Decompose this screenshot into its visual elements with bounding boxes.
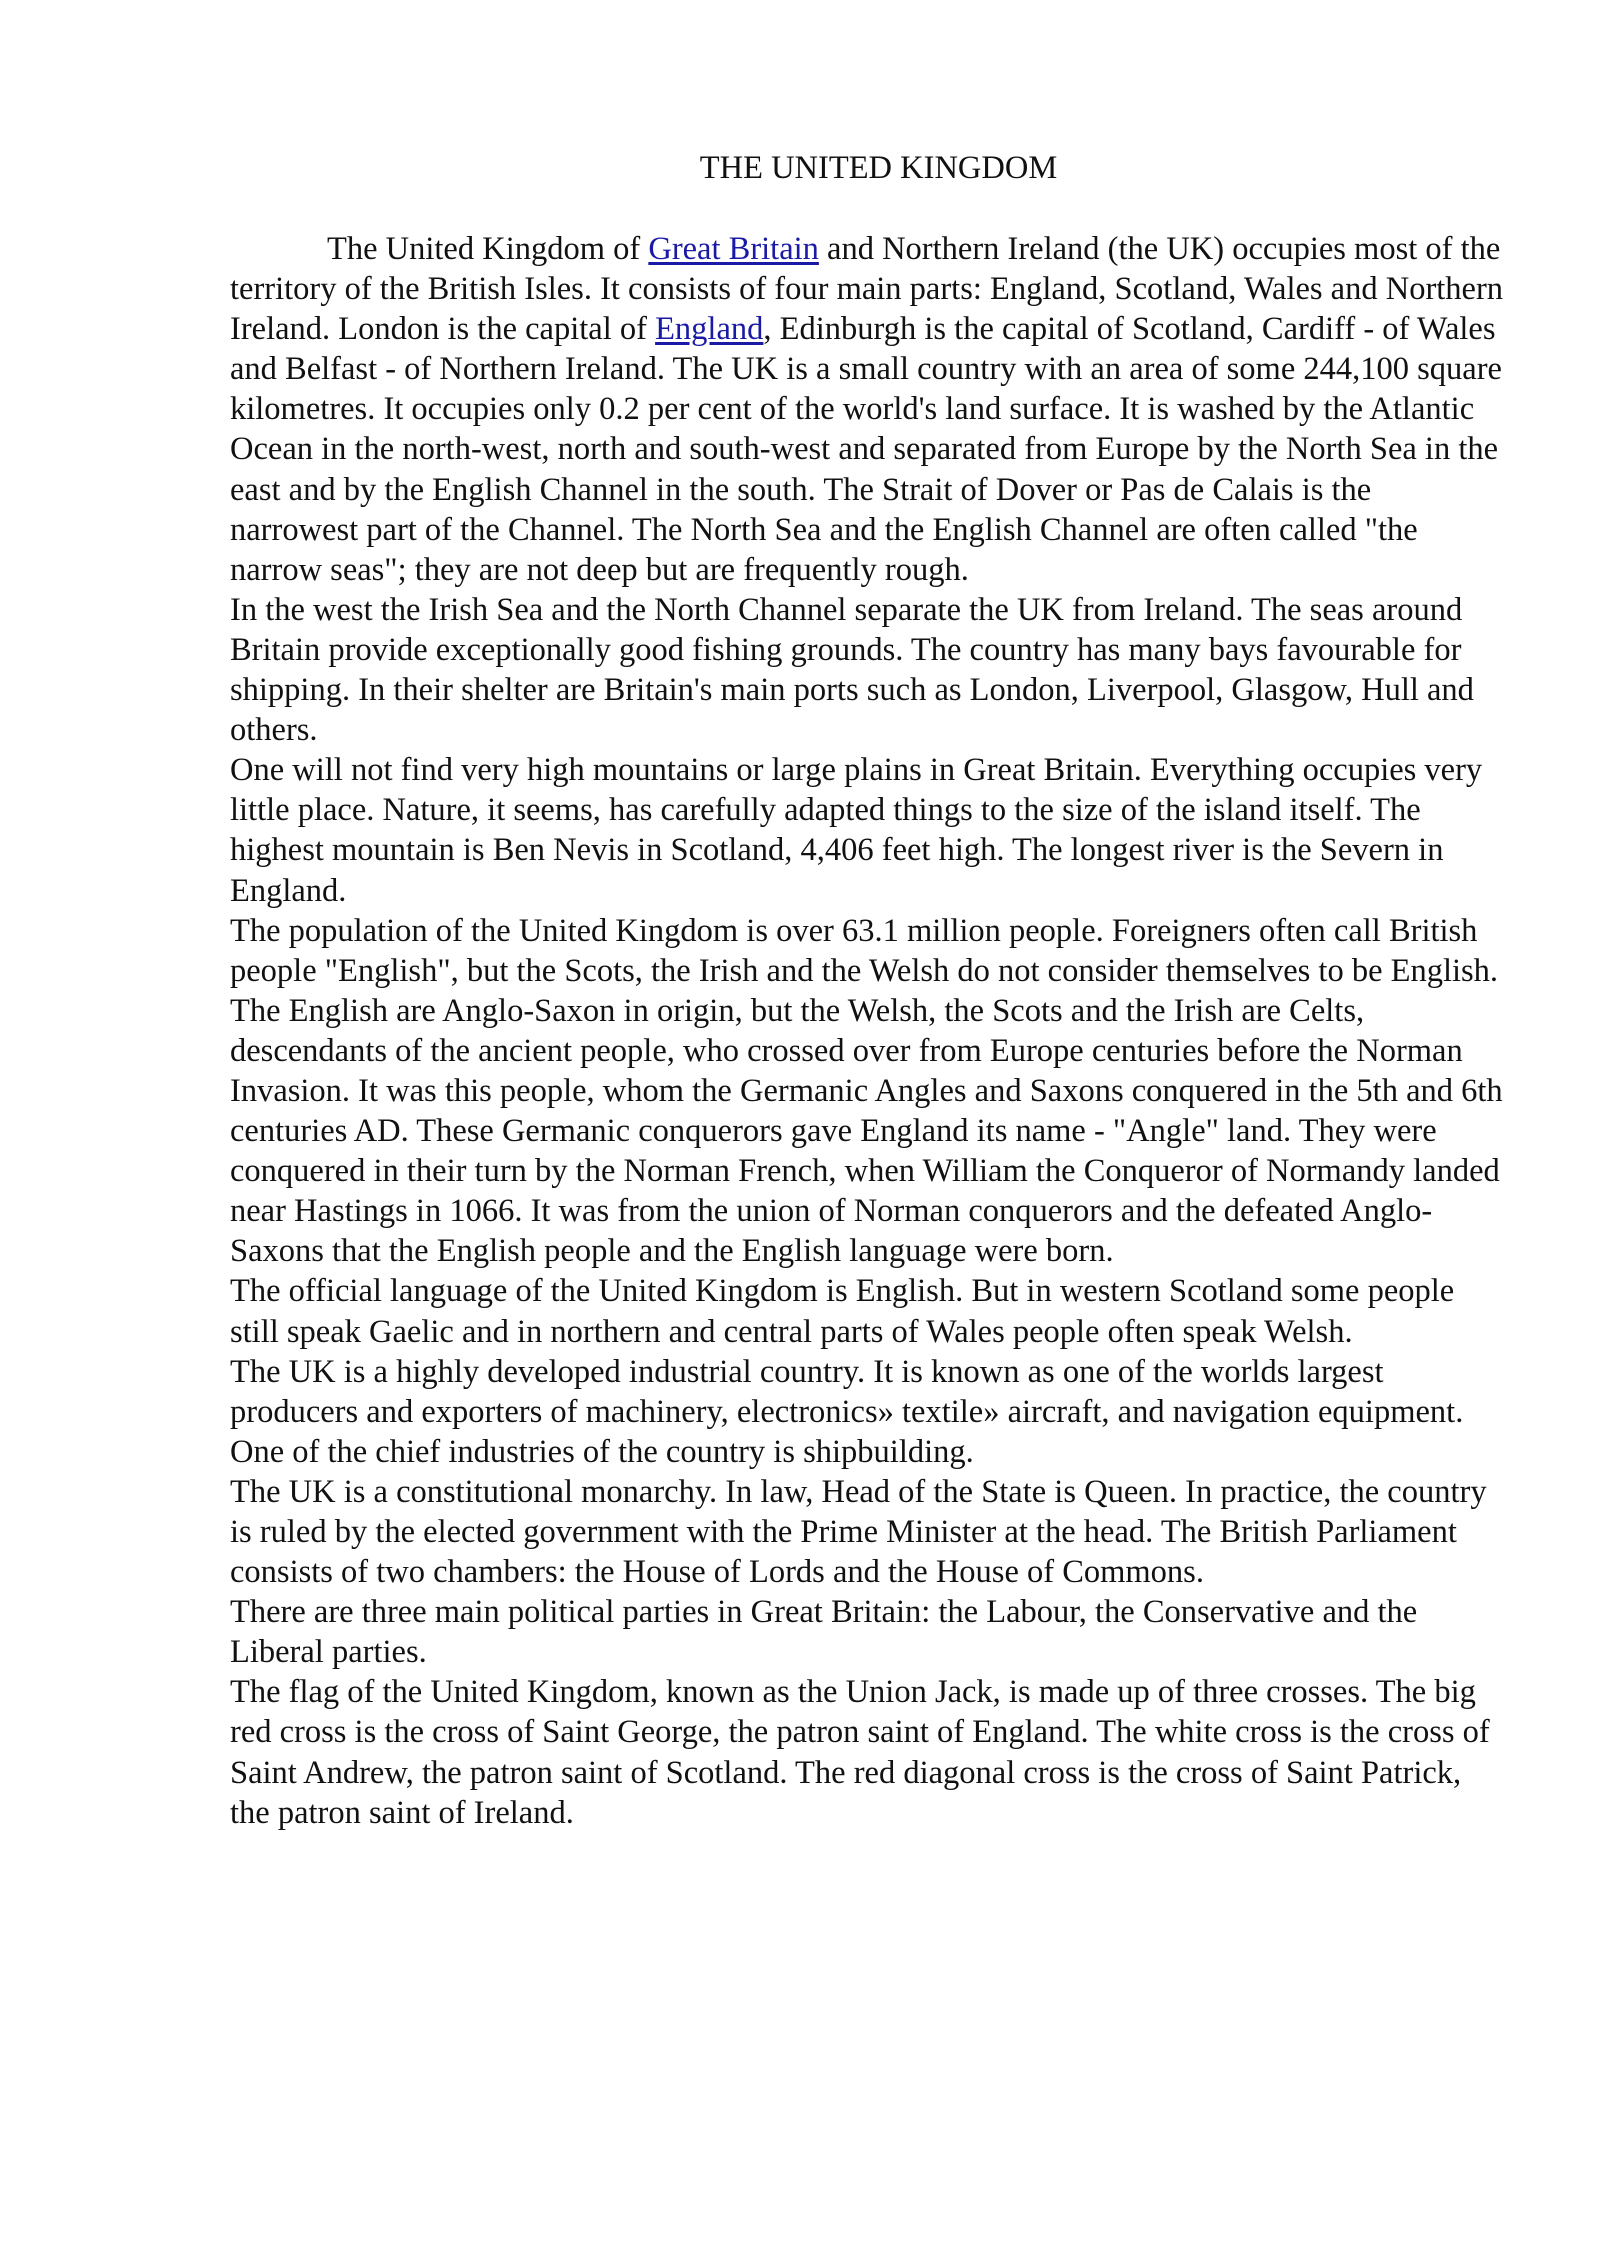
intro-text-2: and Northern Ireland (the UK) occupies most of the territory of the British Isles. It consists of four main parts: England, Scotland, Wales and Northern Ireland. London is the capital of bbox=[230, 231, 1504, 348]
intro-text-1: The United Kingdom of bbox=[327, 231, 649, 267]
document-body bbox=[230, 148, 1505, 1833]
paragraph-seas: In the west the Irish Sea and the North Channel separate the UK from Ireland. The seas around Britain provide exceptionally good fishing grounds. The country has many bays favourable for shipping. In their shelter are Britain's main ports such as London, Liverpool, Glasgow, Hull and others. bbox=[230, 591, 1474, 749]
document-title-text: THE UNITED KINGDOM bbox=[699, 150, 1058, 186]
paragraph-population: The population of the United Kingdom is over 63.1 million people. Foreigners often call British people "English", but the Scots, the Irish and the Welsh do not consider themselves to be English. The English are Anglo-Saxon in origin, but the Welsh, the Scots and the Irish are Celts, descendants of the ancient people, who crossed over from Europe centuries before the Norman Invasion. It was this people, whom the Germanic Angles and Saxons conquered in the 5th and 6th centuries AD. These Germanic conquerors gave England its name - "Angle" land. They were conquered in their turn by the Norman French, when William the Conqueror of Normandy landed near Hastings in 1066. It was from the union of Norman conquerors and the defeated Anglo-Saxons that the English people and the English language were born. bbox=[230, 912, 1503, 1270]
paragraph-geography: One will not find very high mountains or large plains in Great Britain. Everything occupies very little place. Nature, it seems, has carefully adapted things to the size of the island itself. The highest mountain is Ben Nevis in Scotland, 4,406 feet high. The longest river is the Severn in England. bbox=[230, 752, 1483, 909]
paragraph-flag: The flag of the United Kingdom, known as the Union Jack, is made up of three crosses. The big red cross is the cross of Saint George, the patron saint of England. The white cross is the cross of Saint Andrew, the patron saint of Scotland. The red diagonal cross is the cross of Saint Patrick, the patron saint of Ireland. bbox=[230, 1674, 1490, 1831]
paragraph-government: The UK is a constitutional monarchy. In law, Head of the State is Queen. In practice, the country is ruled by the elected government with the Prime Minister at the head. The British Parliament consists of two chambers: the House of Lords and the House of Commons. bbox=[230, 1473, 1487, 1591]
paragraph-parties: There are three main political parties in Great Britain: the Labour, the Conservative and the Liberal parties. bbox=[230, 1594, 1418, 1671]
england-link[interactable]: England bbox=[655, 311, 764, 348]
paragraph-language: The official language of the United Kingdom is English. But in western Scotland some people still speak Gaelic and in northern and central parts of Wales people often speak Welsh. bbox=[230, 1273, 1455, 1350]
intro-text-3: , Edinburgh is the capital of Scotland, Cardiff - of Wales and Belfast - of Northern Ireland. The UK is a small country with an area of some 244,100 square kilometres. It occupies only 0.2 per cent of the world's land surface. It is washed by the Atlantic Ocean in the north-west, north and south-west and separated from Europe by the North Sea in the east and by the English Channel in the south. The Strait of Dover or Pas de Calais is the narrowest part of the Channel. The North Sea and the English Channel are often called "the narrow seas"; they are not deep but are frequently rough. bbox=[230, 311, 1502, 588]
document-title bbox=[230, 148, 1505, 188]
intro-paragraph bbox=[230, 229, 1505, 590]
great-britain-link[interactable]: Great Britain bbox=[648, 231, 819, 267]
paragraph-industry: The UK is a highly developed industrial country. It is known as one of the worlds largest producers and exporters of machinery, electronics» textile» aircraft, and navigation equipment. One of the chief industries of the country is shipbuilding. bbox=[230, 1353, 1464, 1470]
